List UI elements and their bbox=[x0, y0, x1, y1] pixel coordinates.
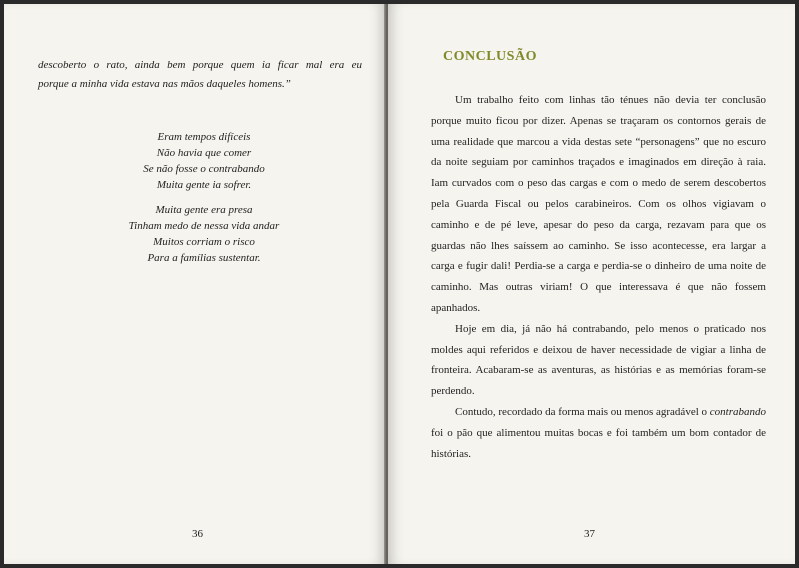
poem-line: Muitos corriam o risco bbox=[153, 236, 255, 248]
page-number-right: 37 bbox=[584, 528, 595, 540]
poem-line: Tinham medo de nessa vida andar bbox=[128, 220, 280, 232]
poem-line: Se não fosse o contrabando bbox=[143, 163, 265, 175]
intro-quote bbox=[38, 56, 362, 94]
page-number-left: 36 bbox=[192, 528, 203, 540]
paragraph-3-end: foi o pão que alimentou muitas bocas e foi também um bom contador de histórias. bbox=[431, 426, 766, 460]
conclusion-body bbox=[431, 90, 766, 464]
paragraph-3-italic: contrabando bbox=[709, 405, 766, 418]
paragraph-1: Um trabalho feito com linhas tão ténues não devia ter conclusão porque muito ficou por dizer. Apenas se traçaram os contornos gerais de uma realidade que marcou a vida destas sete “personagens” que no escuro da noite seguiam por caminhos traçados e imaginados em direção à raia. Iam curvados com o peso das cargas e com o medo de serem descobertos pela Guarda Fiscal ou pelos carabineiros. Com os olhos vigiavam o caminho e de pé leve, apesar do peso da carga, rezavam para que os guardas não lhes saíssem ao caminho. Se isso acontecesse, era largar a carga e fugir dali! Perdia-se a carga e perdia-se o dinheiro de uma noite de caminho. Mas outras viriam! O que interessava é que não fossem apanhados. bbox=[431, 94, 766, 314]
right-page bbox=[388, 4, 795, 564]
paragraph-3 bbox=[431, 402, 766, 464]
left-page bbox=[4, 4, 386, 564]
chapter-title: CONCLUSÃO bbox=[443, 49, 537, 64]
poem-line: Muita gente era presa bbox=[155, 204, 253, 216]
poem-stanza-2 bbox=[114, 202, 294, 266]
intro-line: descoberto o rato, ainda bem porque quem ia ficar mal era eu bbox=[38, 59, 362, 71]
paragraph-3-start: Contudo, recordado da forma mais ou menos agradável o bbox=[455, 405, 710, 418]
poem-stanza-1 bbox=[114, 129, 294, 193]
poem-line: Para a famílias sustentar. bbox=[147, 252, 261, 264]
poem-line: Não havia que comer bbox=[156, 147, 252, 159]
poem-line: Muita gente ia sofrer. bbox=[156, 179, 252, 191]
intro-line: porque a minha vida estava nas mãos daqueles homens.” bbox=[38, 78, 291, 90]
paragraph-2: Hoje em dia, já não há contrabando, pelo menos o praticado nos moldes aqui referidos e deixou de haver necessidade de vigiar a linha de fronteira. Acabaram-se as aventuras, as histórias e as memórias foram-se perdendo. bbox=[431, 322, 766, 398]
poem-line: Eram tempos difíceis bbox=[157, 131, 251, 143]
